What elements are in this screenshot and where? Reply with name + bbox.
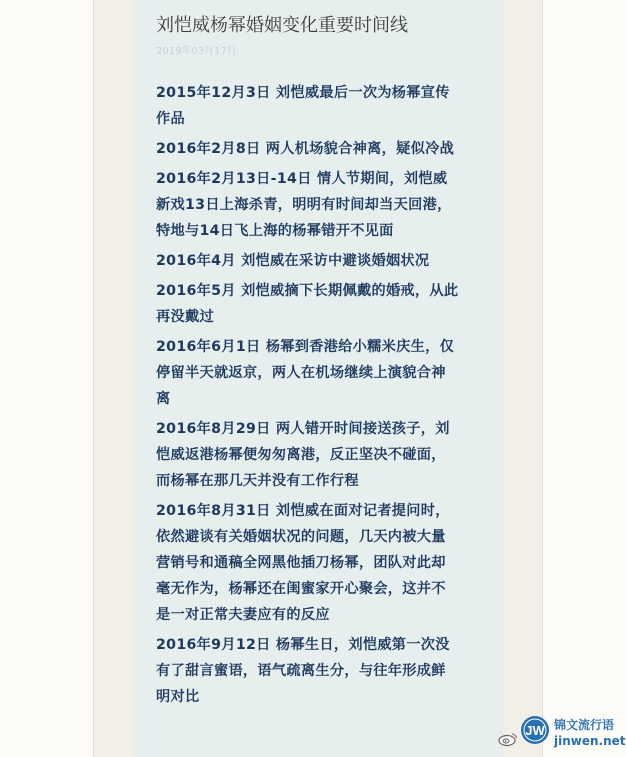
timeline-entry-line: 作品 [156, 111, 185, 127]
watermark-name: 锦文流行语 [554, 718, 615, 732]
timeline-entry-line: 明对比 [156, 689, 200, 705]
timeline-entry-line: 2016年2月13日-14日 情人节期间，刘恺威 [156, 171, 448, 187]
timeline-entry [156, 278, 492, 330]
timeline-entry-line: 新戏13日上海杀青，明明有时间却当天回港， [156, 197, 452, 213]
timeline-entry-line: 2016年4月 刘恺威在采访中避谈婚姻状况 [156, 253, 430, 269]
site-watermark [498, 712, 626, 757]
timeline-entry-line: 2016年6月1日 杨幂到香港给小糯米庆生，仅 [156, 339, 455, 355]
timeline-entry-line: 离 [156, 391, 171, 407]
timeline-entry-line: 停留半天就返京，两人在机场继续上演貌合神 [156, 365, 446, 381]
jw-logo-text: JW [525, 723, 545, 738]
article-title: 刘恺威杨幂婚姻变化重要时间线 [156, 15, 408, 36]
timeline-entry [156, 80, 492, 132]
timeline-entry-line: 依然避谈有关婚姻状况的问题，几天内被大量 [156, 529, 446, 545]
timeline-entry [156, 248, 492, 274]
timeline-list [156, 80, 492, 714]
timeline-entry [156, 498, 492, 628]
timeline-entry-line: 2015年12月3日 刘恺威最后一次为杨幂宣传 [156, 85, 450, 101]
timeline-entry-line: 恺威返港杨幂便匆匆离港，反正坚决不碰面， [156, 447, 446, 463]
timeline-entry-line: 是一对正常夫妻应有的反应 [156, 607, 330, 623]
timeline-entry-line: 2016年8月29日 两人错开时间接送孩子，刘 [156, 421, 450, 437]
timeline-entry-line: 特地与14日飞上海的杨幂错开不见面 [156, 223, 394, 239]
article-date: 2019年03月17日 [156, 46, 237, 57]
jw-logo-icon [520, 715, 550, 745]
timeline-entry [156, 632, 492, 710]
timeline-entry-line: 毫无作为，杨幂还在闺蜜家开心聚会，这并不 [156, 581, 446, 597]
timeline-entry-line: 2016年8月31日 刘恺威在面对记者提问时， [156, 503, 450, 519]
timeline-entry [156, 166, 492, 244]
weibo-icon [498, 732, 518, 746]
watermark-url: jinwen.net [554, 734, 626, 748]
timeline-entry-line: 营销号和通稿全网黑他插刀杨幂，团队对此却 [156, 555, 446, 571]
timeline-entry [156, 136, 492, 162]
timeline-entry-line: 2016年9月12日 杨幂生日，刘恺威第一次没 [156, 637, 450, 653]
timeline-entry-line: 而杨幂在那几天并没有工作行程 [156, 473, 359, 489]
timeline-entry-line: 2016年5月 刘恺威摘下长期佩戴的婚戒，从此 [156, 283, 459, 299]
timeline-entry-line: 有了甜言蜜语，语气疏离生分，与往年形成鲜 [156, 663, 446, 679]
timeline-entry [156, 416, 492, 494]
timeline-entry-line: 2016年2月8日 两人机场貌合神离，疑似冷战 [156, 141, 455, 157]
timeline-entry-line: 再没戴过 [156, 309, 214, 325]
timeline-entry [156, 334, 492, 412]
